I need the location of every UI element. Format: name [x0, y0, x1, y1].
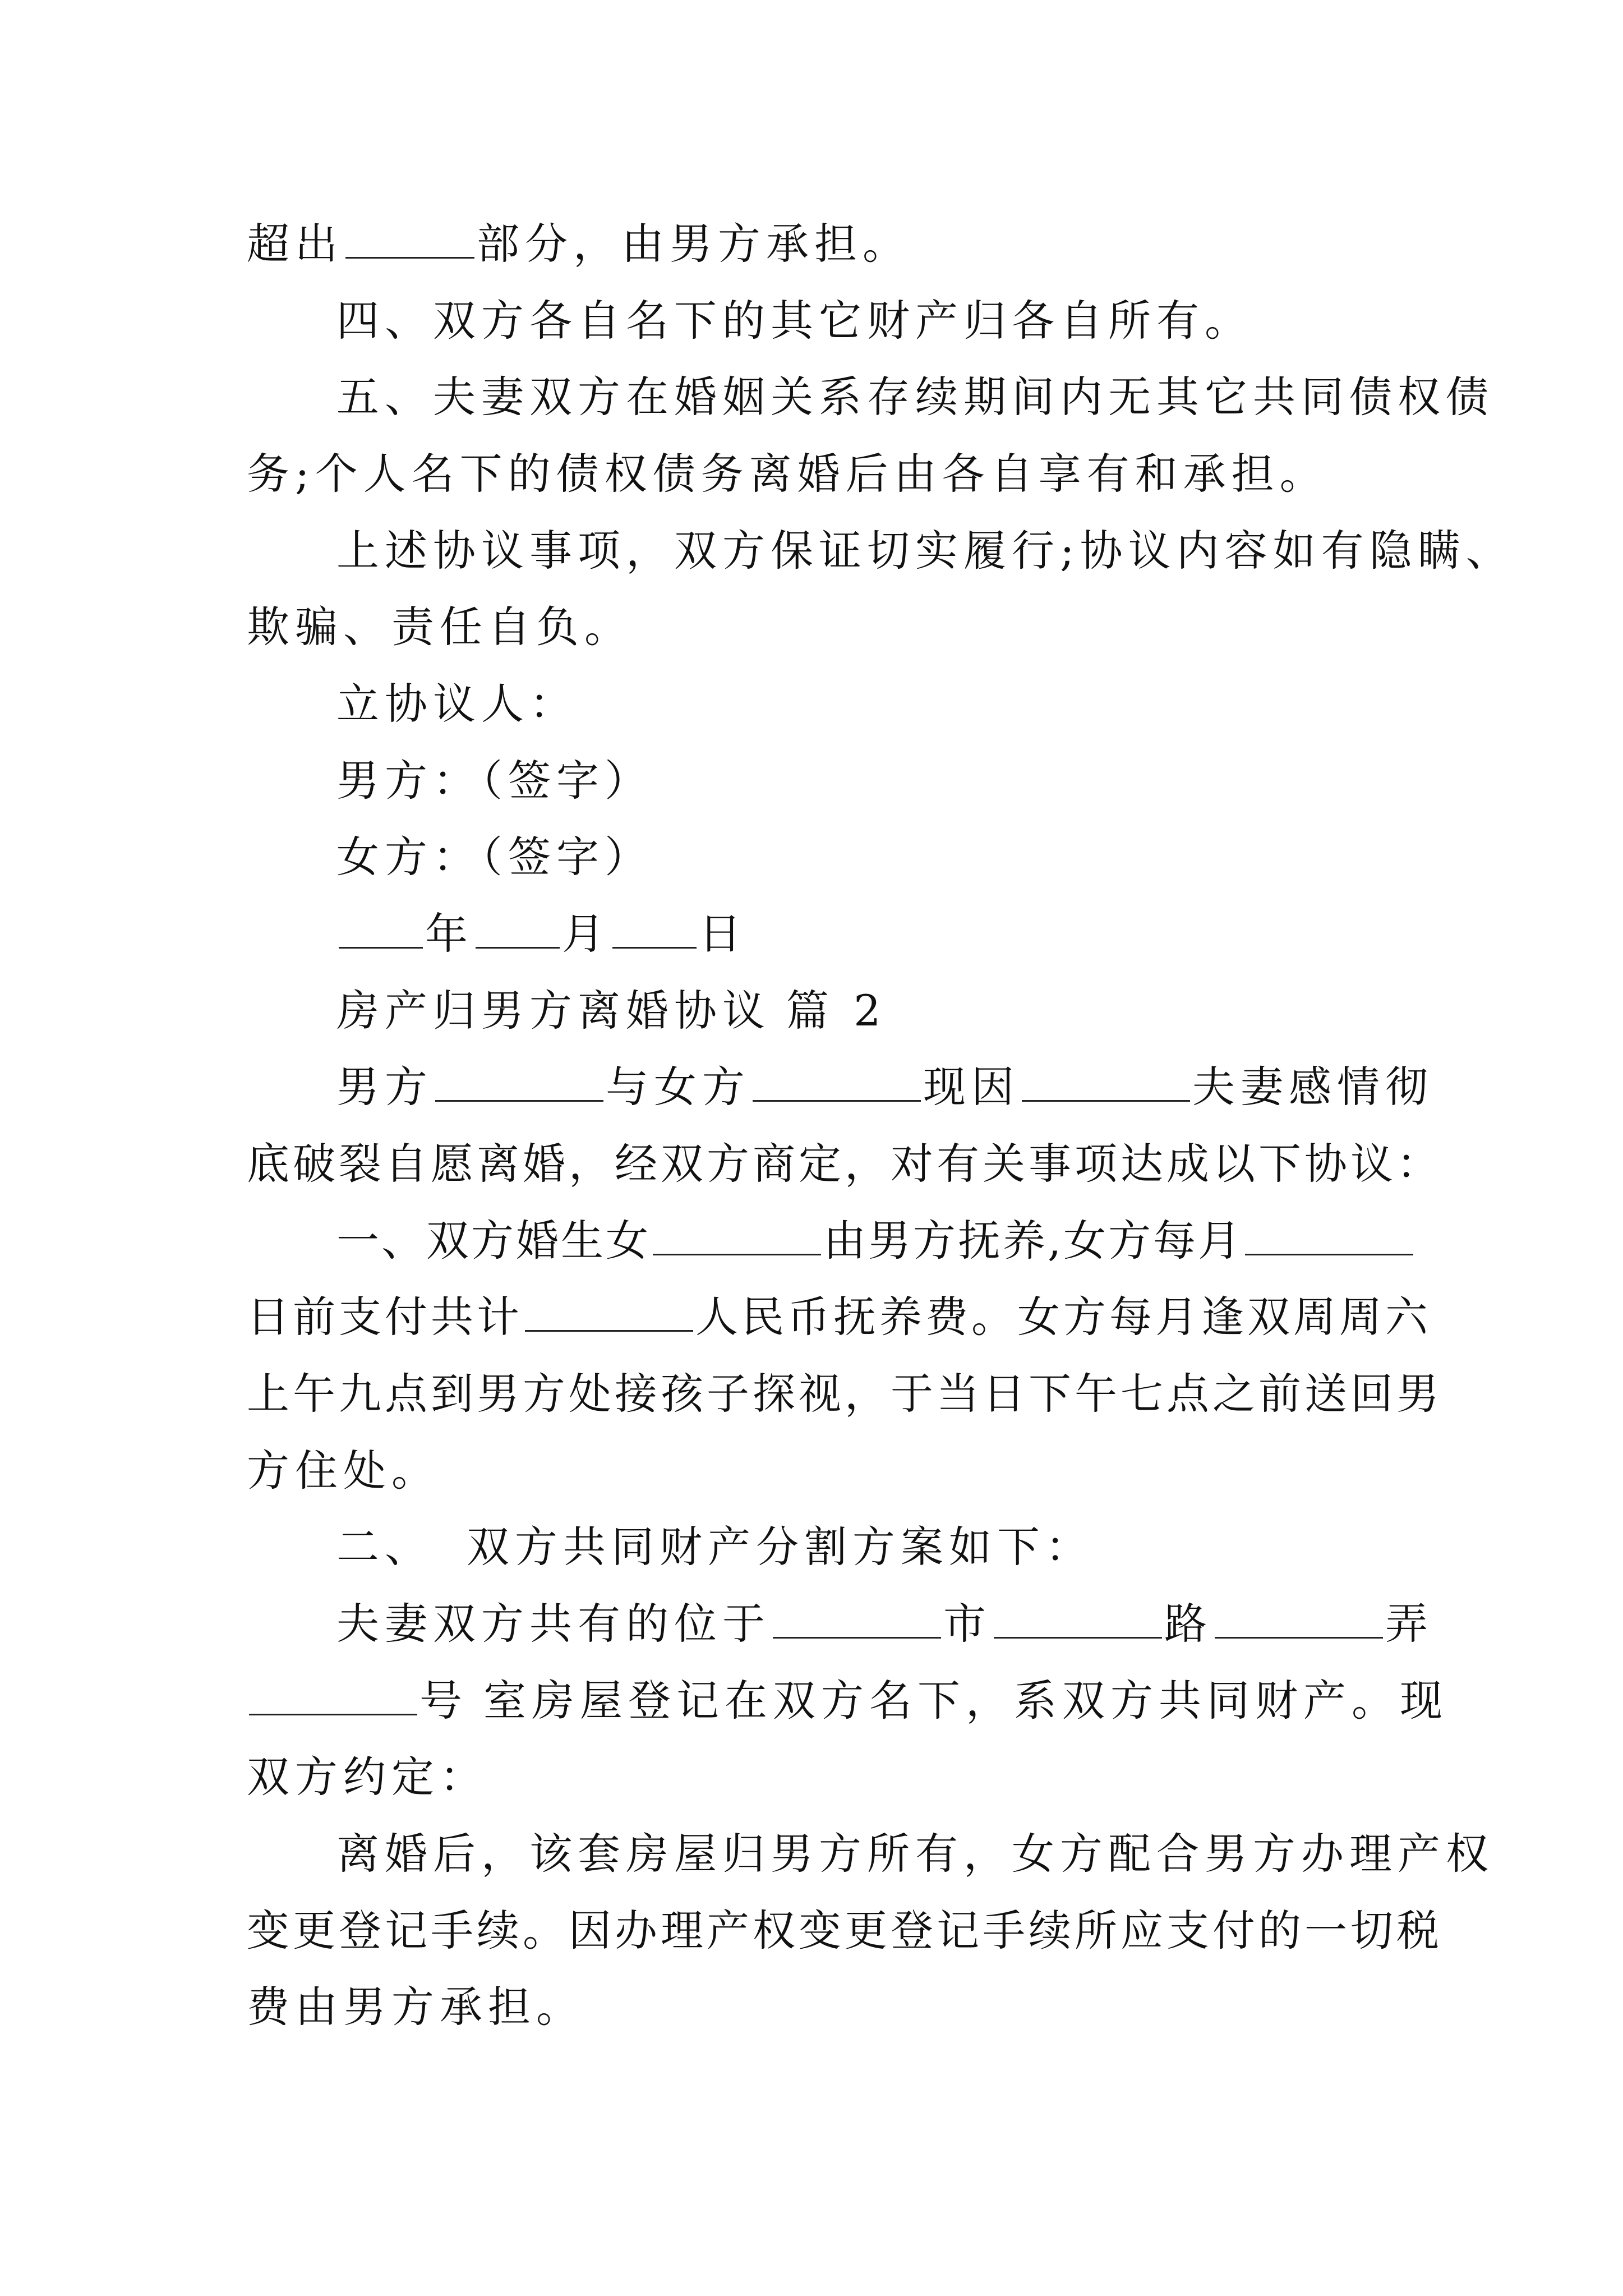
- signatory-heading: 立协议人：: [336, 679, 578, 729]
- paragraph-line: [247, 216, 1391, 272]
- text: 号: [419, 1676, 468, 1726]
- paragraph-line: 上述协议事项，双方保证切实履行;协议内容如有隐瞒、: [336, 526, 1514, 576]
- text: 夫妻感情彻: [1192, 1062, 1433, 1112]
- paragraph-line: [336, 1059, 1433, 1115]
- paragraph-line: 费由男方承担。: [247, 1982, 584, 2032]
- blank-underline: [653, 1214, 821, 1255]
- text: 一、双方婚生女: [336, 1216, 651, 1266]
- signature-female: 女方：（签字）: [336, 832, 653, 882]
- text: 日: [699, 909, 747, 959]
- paragraph-line: [247, 1289, 1431, 1345]
- text: 部分，由男方承担。: [477, 219, 911, 269]
- blank-underline: [435, 1061, 603, 1102]
- text: 男方: [336, 1062, 433, 1112]
- blank-underline: [1245, 1214, 1413, 1255]
- text: 室房屋登记在双方名下，系双方共同财产。现: [483, 1676, 1448, 1726]
- text: 市: [943, 1599, 992, 1649]
- paragraph-line: 方住处。: [247, 1446, 440, 1496]
- text: 夫妻双方共有的位于: [336, 1599, 771, 1649]
- text: 年: [425, 909, 473, 959]
- blank-underline: [345, 218, 474, 259]
- blank-underline: [525, 1291, 693, 1332]
- paragraph-line: 底破裂自愿离婚，经双方商定，对有关事项达成以下协议：: [247, 1139, 1442, 1189]
- text: 人民币抚养费。女方每月逢双周周六: [695, 1292, 1431, 1342]
- blank-underline: [753, 1061, 921, 1102]
- paragraph-line: [336, 1213, 1391, 1269]
- blank-underline: [773, 1598, 941, 1639]
- text: 弄: [1385, 1599, 1433, 1649]
- text: 与女方: [606, 1062, 750, 1112]
- section-title: [336, 983, 1391, 1039]
- title-text: 房产归男方离婚协议: [336, 986, 771, 1036]
- blank-underline: [1215, 1598, 1383, 1639]
- signature-male: 男方：（签字）: [336, 756, 653, 806]
- text: 月: [562, 909, 610, 959]
- text: 现因: [923, 1062, 1020, 1112]
- paragraph-line: [247, 1673, 1448, 1729]
- text: 双方共同财产分割方案如下：: [467, 1522, 1094, 1572]
- paragraph-line: 离婚后，该套房屋归男方所有，女方配合男方办理产权: [336, 1829, 1494, 1879]
- blank-underline: [1022, 1061, 1190, 1102]
- paragraph-line: [336, 1519, 1391, 1575]
- text: 路: [1164, 1599, 1212, 1649]
- blank-underline: [249, 1674, 417, 1715]
- blank-underline: [476, 908, 560, 949]
- text: 日前支付共计: [247, 1292, 523, 1342]
- paragraph-line: 四、双方各自名下的其它财产归各自所有。: [336, 296, 1253, 346]
- paragraph-line: 上午九点到男方处接孩子探视，于当日下午七点之前送回男: [247, 1369, 1442, 1419]
- blank-underline: [612, 908, 697, 949]
- paragraph-line: [336, 1596, 1433, 1652]
- paragraph-line: 五、夫妻双方在婚姻关系存续期间内无其它共同债权债: [336, 372, 1494, 422]
- blank-underline: [339, 908, 423, 949]
- paragraph-line: 变更登记手续。因办理产权变更登记手续所应支付的一切税: [247, 1906, 1442, 1955]
- blank-underline: [994, 1598, 1162, 1639]
- paragraph-line: 务;个人名下的债权债务离婚后由各自享有和承担。: [247, 449, 1328, 499]
- text: 二、: [336, 1522, 433, 1572]
- part-number: 篇 2: [786, 986, 887, 1036]
- paragraph-line: 双方约定：: [247, 1752, 488, 1802]
- text: 超出: [247, 219, 343, 269]
- paragraph-line: 欺骗、责任自负。: [247, 602, 633, 652]
- date-line: [336, 906, 1391, 962]
- text: 由男方抚养,女方每月: [823, 1216, 1243, 1266]
